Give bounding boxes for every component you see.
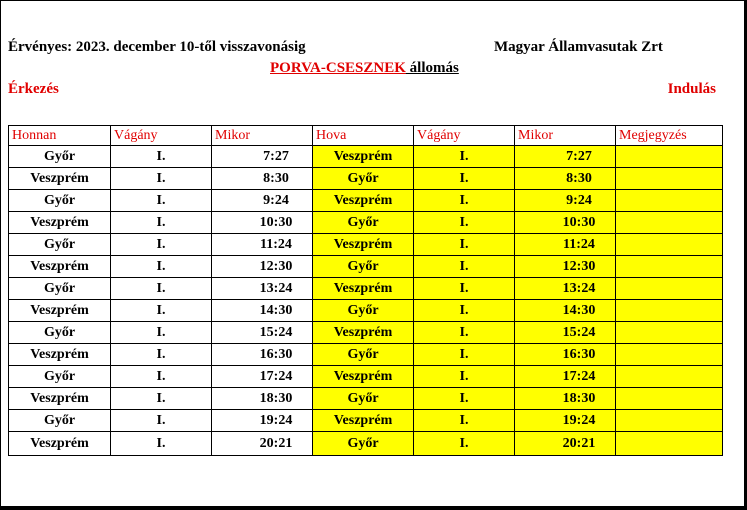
table-row: [9, 190, 723, 212]
cell-from: Győr: [9, 190, 111, 212]
cell-arrival-time: 12:30: [212, 256, 313, 278]
table-row: [9, 366, 723, 388]
cell-departure-track: I.: [414, 256, 515, 278]
cell-from: Veszprém: [9, 388, 111, 410]
cell-to: Győr: [313, 300, 414, 322]
cell-departure-time: 15:24: [515, 322, 616, 344]
cell-arrival-track: I.: [111, 300, 212, 322]
cell-arrival-track: I.: [111, 168, 212, 190]
cell-departure-time: 19:24: [515, 410, 616, 432]
cell-departure-track: I.: [414, 344, 515, 366]
cell-departure-track: I.: [414, 146, 515, 168]
cell-note: [616, 410, 723, 432]
station-name: PORVA-CSESZNEK: [270, 60, 406, 76]
col-header-departure-track: Vágány: [414, 126, 515, 146]
cell-arrival-track: I.: [111, 388, 212, 410]
cell-to: Veszprém: [313, 410, 414, 432]
cell-arrival-track: I.: [111, 234, 212, 256]
cell-departure-track: I.: [414, 278, 515, 300]
cell-departure-track: I.: [414, 168, 515, 190]
table-row: [9, 344, 723, 366]
cell-note: [616, 366, 723, 388]
cell-note: [616, 212, 723, 234]
cell-arrival-time: 14:30: [212, 300, 313, 322]
cell-departure-time: 8:30: [515, 168, 616, 190]
cell-to: Veszprém: [313, 146, 414, 168]
cell-departure-time: 17:24: [515, 366, 616, 388]
cell-departure-time: 16:30: [515, 344, 616, 366]
cell-note: [616, 168, 723, 190]
timetable-header-row: [9, 126, 723, 146]
cell-arrival-time: 17:24: [212, 366, 313, 388]
table-row: [9, 322, 723, 344]
col-header-arrival-track: Vágány: [111, 126, 212, 146]
cell-departure-time: 10:30: [515, 212, 616, 234]
cell-to: Győr: [313, 432, 414, 456]
cell-arrival-track: I.: [111, 366, 212, 388]
table-row: [9, 410, 723, 432]
cell-departure-track: I.: [414, 190, 515, 212]
arrival-label: Érkezés: [8, 81, 59, 97]
cell-arrival-time: 15:24: [212, 322, 313, 344]
cell-departure-track: I.: [414, 366, 515, 388]
cell-arrival-time: 19:24: [212, 410, 313, 432]
cell-departure-track: I.: [414, 322, 515, 344]
col-header-note: Megjegyzés: [616, 126, 723, 146]
cell-to: Veszprém: [313, 234, 414, 256]
cell-to: Veszprém: [313, 366, 414, 388]
cell-arrival-track: I.: [111, 146, 212, 168]
cell-to: Győr: [313, 344, 414, 366]
cell-arrival-time: 18:30: [212, 388, 313, 410]
col-header-to: Hova: [313, 126, 414, 146]
cell-arrival-time: 10:30: [212, 212, 313, 234]
cell-note: [616, 190, 723, 212]
cell-departure-time: 18:30: [515, 388, 616, 410]
cell-to: Győr: [313, 212, 414, 234]
station-suffix: állomás: [405, 60, 459, 76]
cell-departure-time: 14:30: [515, 300, 616, 322]
table-row: [9, 278, 723, 300]
cell-departure-time: 11:24: [515, 234, 616, 256]
cell-arrival-track: I.: [111, 344, 212, 366]
col-header-arrival-time: Mikor: [212, 126, 313, 146]
table-row: [9, 388, 723, 410]
col-header-from: Honnan: [9, 126, 111, 146]
cell-arrival-track: I.: [111, 212, 212, 234]
cell-note: [616, 432, 723, 456]
timetable-body: [9, 146, 723, 456]
cell-from: Győr: [9, 322, 111, 344]
cell-departure-track: I.: [414, 432, 515, 456]
company-name: Magyar Államvasutak Zrt: [494, 39, 663, 55]
cell-departure-time: 7:27: [515, 146, 616, 168]
cell-to: Győr: [313, 388, 414, 410]
timetable: [8, 125, 723, 456]
departure-label: Indulás: [667, 81, 716, 97]
cell-from: Győr: [9, 278, 111, 300]
cell-departure-time: 13:24: [515, 278, 616, 300]
cell-from: Veszprém: [9, 300, 111, 322]
cell-departure-track: I.: [414, 234, 515, 256]
cell-arrival-track: I.: [111, 322, 212, 344]
cell-from: Győr: [9, 366, 111, 388]
cell-note: [616, 146, 723, 168]
table-row: [9, 168, 723, 190]
cell-arrival-time: 9:24: [212, 190, 313, 212]
cell-arrival-time: 11:24: [212, 234, 313, 256]
cell-to: Veszprém: [313, 278, 414, 300]
validity-text: Érvényes: 2023. december 10-től visszavonásig: [8, 39, 306, 55]
cell-arrival-track: I.: [111, 190, 212, 212]
cell-arrival-time: 20:21: [212, 432, 313, 456]
cell-from: Győr: [9, 146, 111, 168]
cell-to: Győr: [313, 168, 414, 190]
cell-note: [616, 388, 723, 410]
cell-from: Veszprém: [9, 432, 111, 456]
cell-note: [616, 278, 723, 300]
cell-note: [616, 344, 723, 366]
cell-arrival-time: 13:24: [212, 278, 313, 300]
table-row: [9, 300, 723, 322]
col-header-departure-time: Mikor: [515, 126, 616, 146]
cell-departure-track: I.: [414, 300, 515, 322]
cell-departure-track: I.: [414, 410, 515, 432]
cell-note: [616, 322, 723, 344]
table-row: [9, 146, 723, 168]
cell-arrival-track: I.: [111, 432, 212, 456]
cell-note: [616, 234, 723, 256]
cell-departure-time: 9:24: [515, 190, 616, 212]
cell-departure-time: 20:21: [515, 432, 616, 456]
cell-from: Veszprém: [9, 344, 111, 366]
cell-to: Veszprém: [313, 190, 414, 212]
cell-departure-time: 12:30: [515, 256, 616, 278]
cell-from: Veszprém: [9, 168, 111, 190]
cell-from: Győr: [9, 234, 111, 256]
cell-arrival-time: 7:27: [212, 146, 313, 168]
cell-from: Győr: [9, 410, 111, 432]
cell-note: [616, 256, 723, 278]
table-row: [9, 234, 723, 256]
cell-arrival-track: I.: [111, 410, 212, 432]
station-title: [270, 60, 459, 77]
cell-arrival-track: I.: [111, 256, 212, 278]
cell-arrival-track: I.: [111, 278, 212, 300]
cell-from: Veszprém: [9, 256, 111, 278]
cell-arrival-time: 8:30: [212, 168, 313, 190]
cell-from: Veszprém: [9, 212, 111, 234]
table-row: [9, 256, 723, 278]
cell-note: [616, 300, 723, 322]
cell-departure-track: I.: [414, 212, 515, 234]
cell-departure-track: I.: [414, 388, 515, 410]
cell-to: Veszprém: [313, 322, 414, 344]
cell-to: Győr: [313, 256, 414, 278]
table-row: [9, 212, 723, 234]
cell-arrival-time: 16:30: [212, 344, 313, 366]
table-row: [9, 432, 723, 456]
